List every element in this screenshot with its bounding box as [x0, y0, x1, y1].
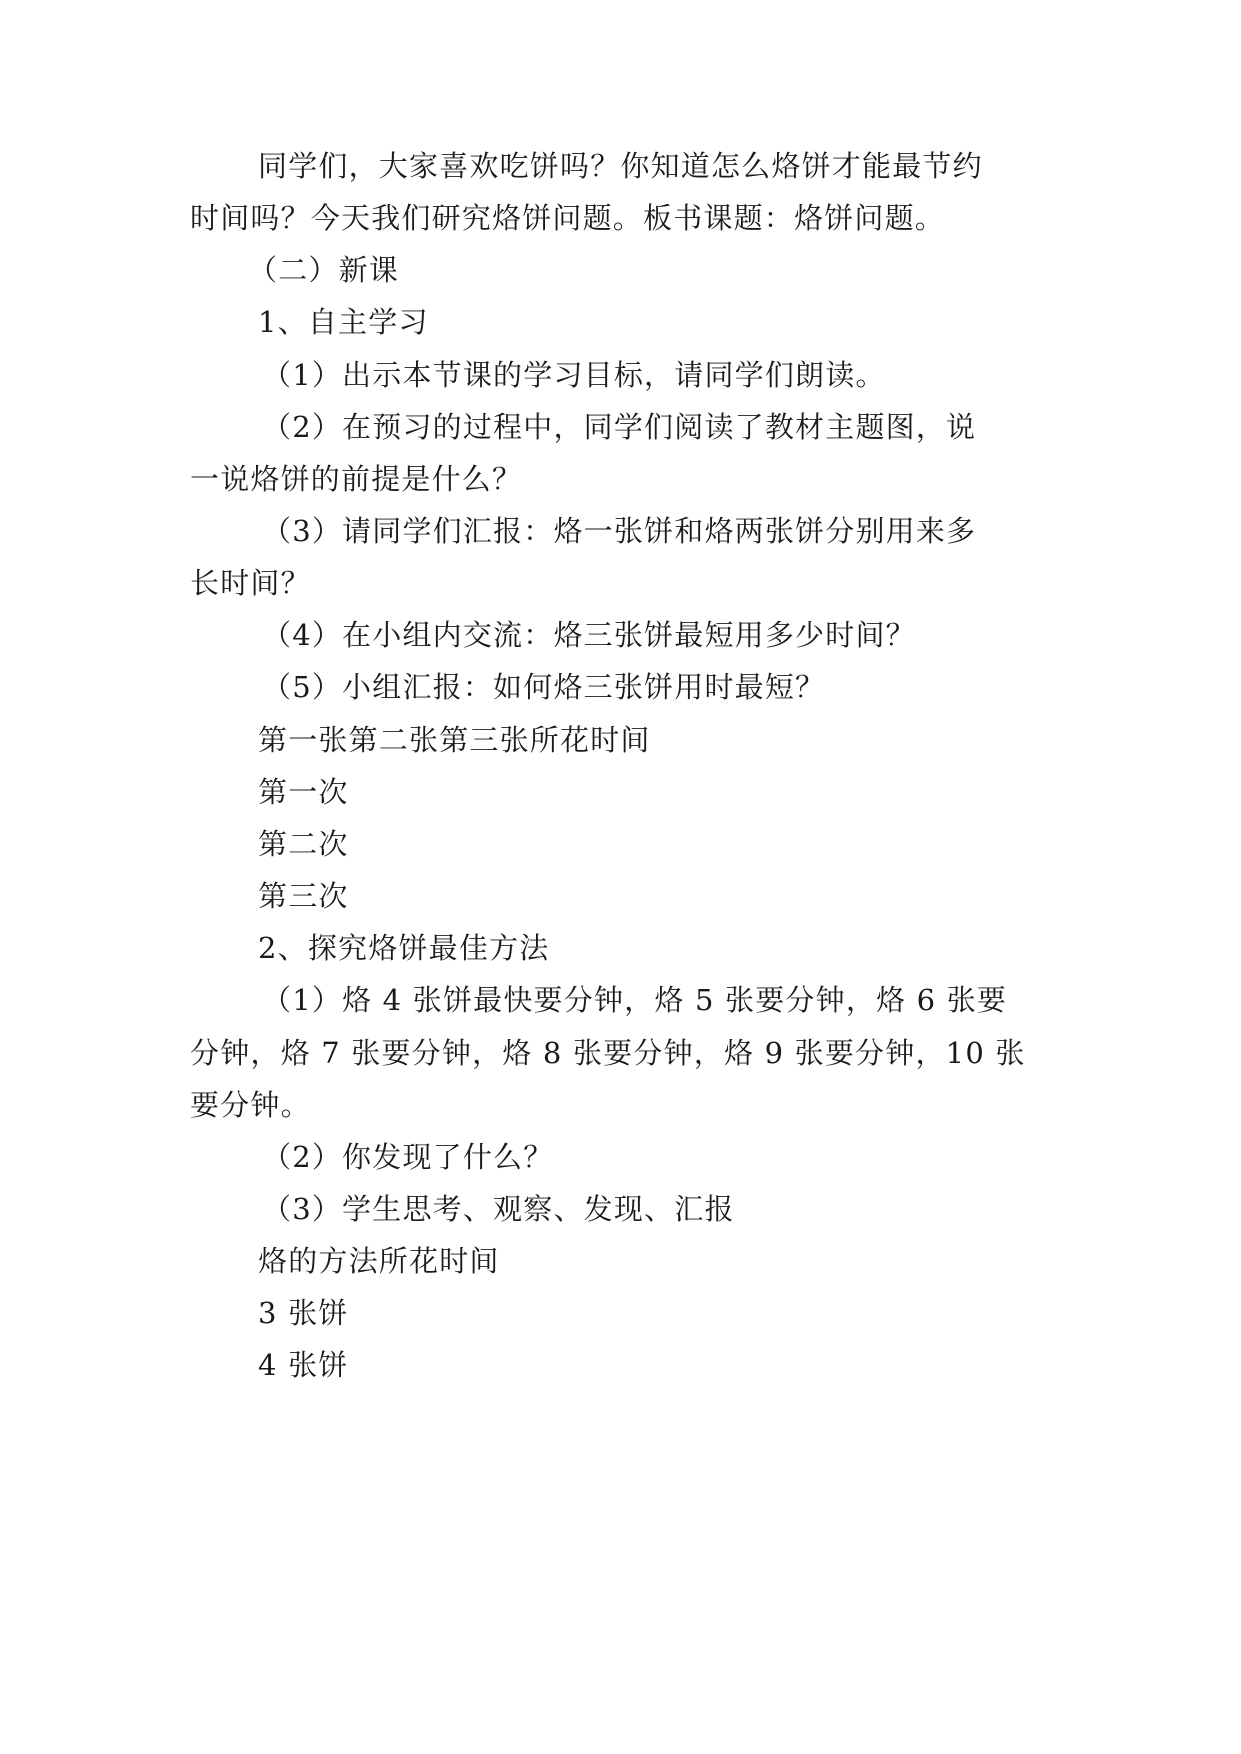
intro-paragraph-line-2: 时间吗？今天我们研究烙饼问题。板书课题：烙饼问题。	[190, 201, 946, 235]
explore-item-2-line-1: （2）你发现了什么？	[262, 1140, 554, 1174]
explore-item-1-line-2: 分钟，烙 7 张要分钟，烙 8 张要分钟，烙 9 张要分钟，10 张	[190, 1036, 1026, 1070]
explore-item-1-line-3: 要分钟。	[190, 1088, 311, 1122]
subsection-heading-explore: 2、探究烙饼最佳方法	[258, 931, 550, 965]
item-4-line-1: （4）在小组内交流：烙三张饼最短用多少时间？	[262, 618, 916, 652]
table-1-row-2: 第二次	[258, 827, 349, 861]
table-1-row-3: 第三次	[258, 879, 349, 913]
table-1-row-1: 第一次	[258, 775, 349, 809]
item-1-line-1: （1）出示本节课的学习目标，请同学们朗读。	[262, 358, 886, 392]
item-5-line-1: （5）小组汇报：如何烙三张饼用时最短？	[262, 670, 826, 704]
item-3-line-1: （3）请同学们汇报：烙一张饼和烙两张饼分别用来多	[262, 514, 977, 548]
intro-paragraph-line-1: 同学们，大家喜欢吃饼吗？你知道怎么烙饼才能最节约	[258, 149, 983, 183]
table-1-header-row: 第一张第二张第三张所花时间	[258, 723, 651, 757]
item-2-line-1: （2）在预习的过程中，同学们阅读了教材主题图，说	[262, 410, 977, 444]
table-2-row-1: 3 张饼	[258, 1296, 349, 1330]
item-2-line-2: 一说烙饼的前提是什么？	[190, 462, 523, 496]
table-2-header-row: 烙的方法所花时间	[258, 1244, 500, 1278]
subsection-heading-self-study: 1、自主学习	[258, 305, 429, 339]
explore-item-3-line-1: （3）学生思考、观察、发现、汇报	[262, 1192, 735, 1226]
explore-item-1-line-1: （1）烙 4 张饼最快要分钟，烙 5 张要分钟，烙 6 张要	[262, 983, 1008, 1017]
section-heading-new-lesson: （二）新课	[248, 253, 400, 287]
table-2-row-2: 4 张饼	[258, 1348, 349, 1382]
item-3-line-2: 长时间？	[190, 566, 311, 600]
